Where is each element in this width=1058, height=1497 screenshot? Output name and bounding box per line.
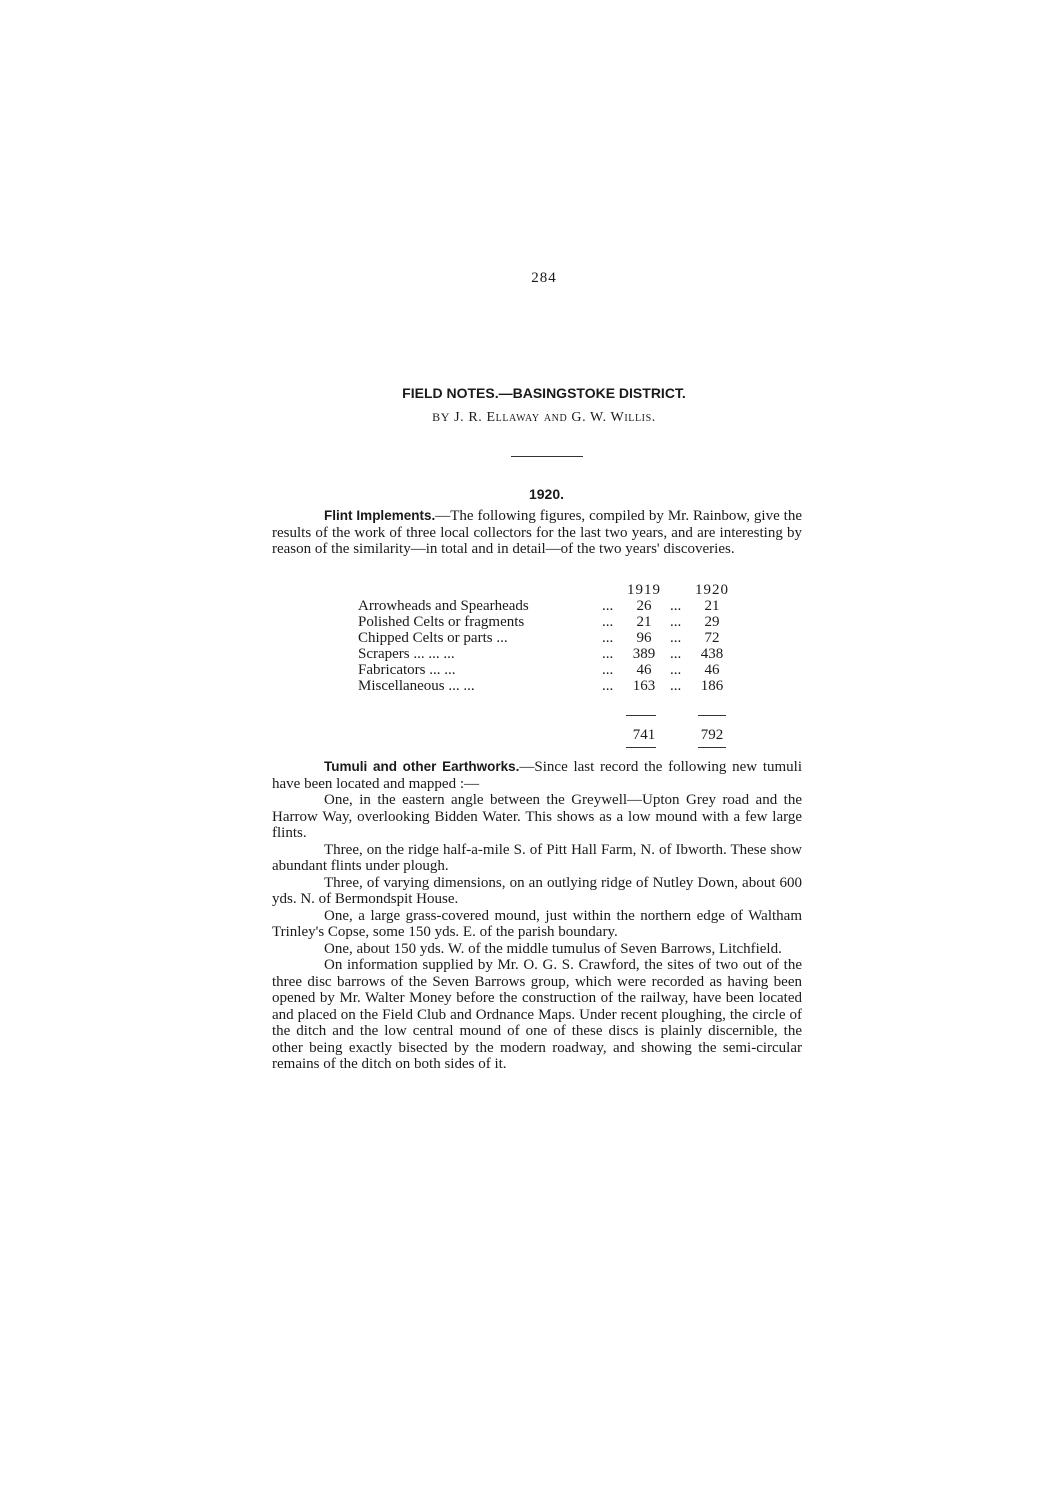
leader-dots: ... (670, 630, 682, 646)
value-1920: 186 (700, 678, 724, 694)
column-header-1920: 1920 (695, 582, 729, 598)
article-title: FIELD NOTES.—BASINGSTOKE DISTRICT. (402, 385, 686, 401)
row-label: Miscellaneous ... ... (358, 678, 475, 694)
leader-dots: ... (602, 630, 614, 646)
table-row (358, 646, 758, 662)
section-divider (511, 456, 583, 457)
value-1919: 96 (636, 630, 652, 646)
value-1919: 21 (636, 614, 652, 630)
table-row (358, 614, 758, 630)
totals-inner (358, 727, 758, 743)
flint-paragraph (272, 508, 802, 558)
flint-text-block (272, 508, 802, 558)
leader-dots: ... (670, 614, 682, 630)
byline (0, 410, 1058, 426)
value-1920: 438 (700, 646, 724, 662)
total-rule-top-1920 (698, 715, 726, 716)
tumuli-paragraph: One, a large grass-covered mound, just within the northern edge of Waltham Trinley's Copse, some 150 yds. E. of the parish boundary. (272, 907, 802, 940)
totals-row (358, 727, 758, 743)
row-label: Chipped Celts or parts ... (358, 630, 508, 646)
row-label: Scrapers ... ... ... (358, 646, 455, 662)
leader-dots: ... (670, 598, 682, 614)
value-1919: 26 (636, 598, 652, 614)
tumuli-paragraph: One, in the eastern angle between the Greywell—Upton Grey road and the Harrow Way, overlooking Bidden Water. This shows as a low mound with a few large flints. (272, 792, 802, 841)
row-label: Polished Celts or fragments (358, 614, 525, 630)
leader-dots: ... (602, 614, 614, 630)
table-row (358, 598, 758, 614)
value-1920: 46 (704, 662, 720, 678)
total-rule-bottom-1920 (698, 747, 726, 748)
leader-dots: ... (670, 646, 682, 662)
byline-authors: J. R. Ellaway and G. W. Willis. (454, 410, 656, 425)
leader-dots: ... (602, 646, 614, 662)
tumuli-paragraph: Three, on the ridge half-a-mile S. of Pitt Hall Farm, N. of Ibworth. These show abundant flints under plough. (272, 841, 802, 874)
row-label: Arrowheads and Spearheads (358, 598, 529, 614)
value-1920: 72 (704, 630, 720, 646)
total-rule-bottom-1919 (626, 747, 656, 748)
leader-dots: ... (670, 678, 682, 694)
byline-prefix: BY (432, 410, 450, 424)
leader-dots: ... (602, 598, 614, 614)
flint-body: —The following figures, compiled by Mr. Rainbow, give the results of the work of three local collectors for the last two years, and are interesting by reason of the similarity—in total and in detail—of the two years' discoveries. (272, 508, 803, 557)
total-1919: 741 (632, 727, 656, 743)
year-heading: 1920. (528, 486, 565, 502)
leader-dots: ... (602, 678, 614, 694)
table-row (358, 630, 758, 646)
leader-dots: ... (670, 662, 682, 678)
value-1920: 21 (704, 598, 720, 614)
page-number: 284 (531, 270, 557, 286)
tumuli-paragraph: On information supplied by Mr. O. G. S. Crawford, the sites of two out of the three disc barrows of the Seven Barrows group, which were recorded as having been opened by Mr. Walter Money before the construction of the railway, have been located and placed on the Field Club and Ordnance Maps. Under recent ploughing, the circle of the ditch and the low central mound of one of these discs is plainly discernible, the other being exactly bisected by the modern roadway, and showing the semi-circular remains of the ditch on both sides of it. (272, 957, 802, 1072)
table-row (358, 662, 758, 678)
tumuli-section (272, 759, 802, 1073)
implements-table (358, 582, 758, 694)
tumuli-paragraph: One, about 150 yds. W. of the middle tumulus of Seven Barrows, Litchfield. (324, 940, 782, 957)
tumuli-lead: —Since last record the following new tumuli have been located and mapped :— (272, 759, 802, 792)
value-1919: 163 (632, 678, 656, 694)
value-1919: 389 (632, 646, 656, 662)
column-header-1919: 1919 (627, 582, 661, 598)
row-label: Fabricators ... ... (358, 662, 456, 678)
tumuli-intro (272, 759, 802, 792)
flint-heading: Flint Implements. (324, 508, 436, 523)
table-header-row (358, 582, 758, 598)
leader-dots: ... (602, 662, 614, 678)
value-1920: 29 (704, 614, 720, 630)
tumuli-heading: Tumuli and other Earthworks. (324, 759, 520, 774)
value-1919: 46 (636, 662, 652, 678)
tumuli-paragraph: Three, of varying dimensions, on an outlying ridge of Nutley Down, about 600 yds. N. of Bermondspit House. (272, 874, 802, 907)
total-rule-top-1919 (626, 715, 656, 716)
total-1920: 792 (700, 727, 724, 743)
table-row (358, 678, 758, 694)
